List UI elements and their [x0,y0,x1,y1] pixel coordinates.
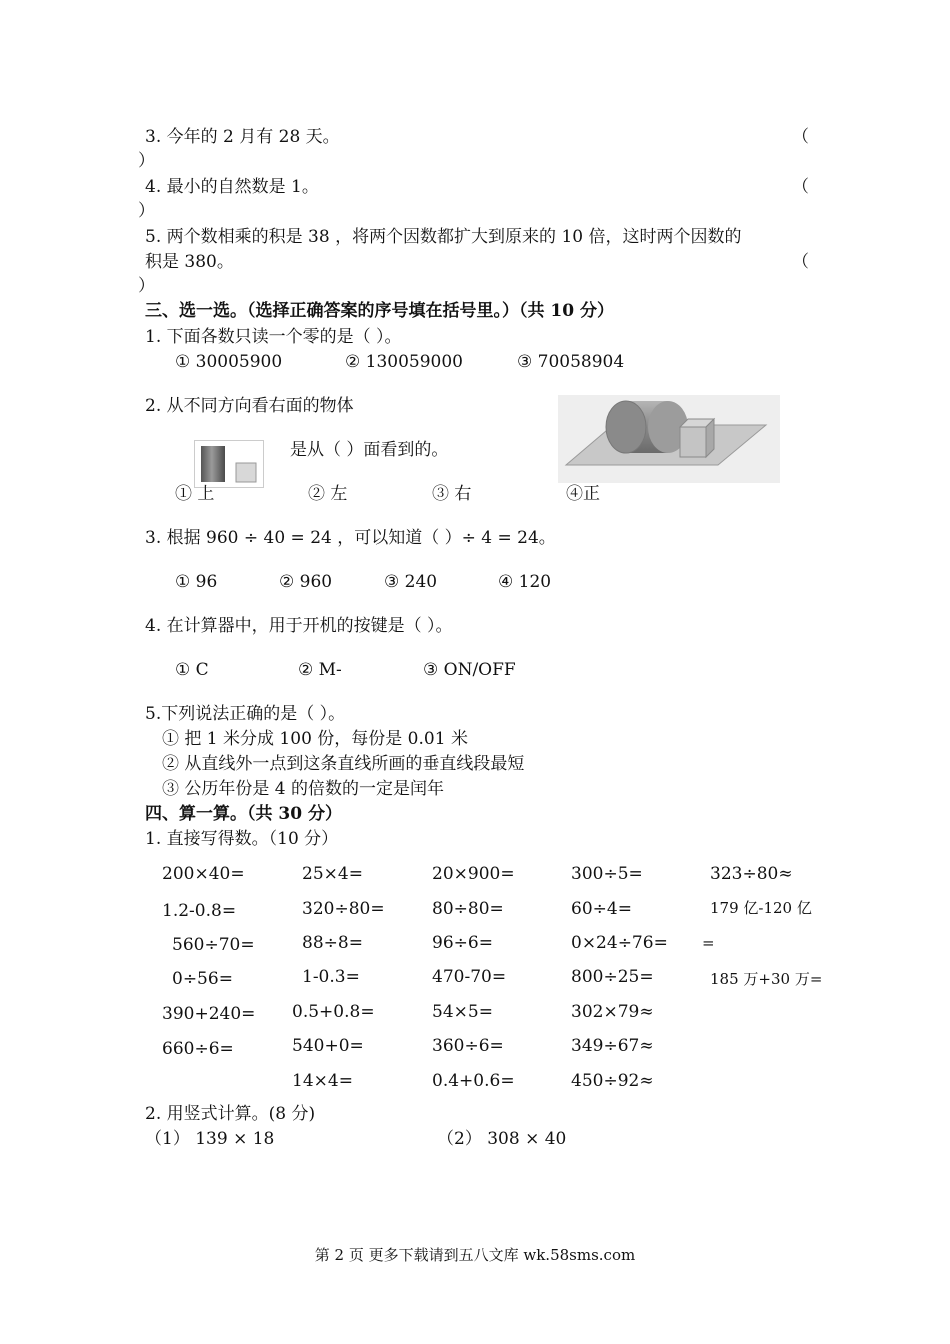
s3-q2: 2. 从不同方向看右面的物体 [145,396,354,416]
front-view-image [194,440,264,488]
calc-item: 323÷80≈ [710,864,793,884]
s4-sub1: 1. 直接写得数。（10 分） [145,829,339,849]
calc-item: 300÷5= [571,864,643,884]
tf-q4-paren-open: （ [792,177,809,197]
calc-item: 185 万+30 万= [710,970,823,988]
s3-q2-opt-3: ③ 右 [432,484,472,504]
s3-q2-view-text: 是从（ ）面看到的。 [290,440,449,460]
s3-q3-opt-3: ③ 240 [384,572,438,592]
s3-q4-opt-3: ③ ON/OFF [423,660,516,680]
calc-item: 88÷8= [302,933,363,953]
page-footer: 第 2 页 更多下载请到五八文库 wk.58sms.com [314,1246,636,1264]
calc-item: 179 亿-120 亿 [710,899,812,917]
s3-q1-opt-1: ① 30005900 [175,352,283,372]
tf-q3: 3. 今年的 2 月有 28 天。 [145,127,340,147]
s3-q4-opt-1: ① C [175,660,209,680]
tf-q4-paren-close: ） [138,201,155,221]
calc-item: 54×5= [432,1002,493,1022]
s3-q2-opt-1: ① 上 [175,484,215,504]
calc-item: 60÷4= [571,899,632,919]
solids-on-plane-image [558,395,780,483]
calc-item: 540+0= [292,1036,364,1056]
calc-item: 390+240= [162,1004,256,1024]
vertical-calc-2: （2） 308 × 40 [437,1129,567,1149]
s4-sub2: 2. 用竖式计算。(8 分) [145,1104,316,1124]
s3-q1-opt-2: ② 130059000 [345,352,463,372]
tf-q4: 4. 最小的自然数是 1。 [145,177,319,197]
calc-item: 80÷80= [432,899,504,919]
calc-item: 450÷92≈ [571,1071,654,1091]
calc-item: 1-0.3= [302,967,360,987]
calc-item: 200×40= [162,864,245,884]
s3-q4: 4. 在计算器中，用于开机的按键是（ ）。 [145,616,453,636]
s3-q3-opt-1: ① 96 [175,572,218,592]
s3-q5-opt-2: ② 从直线外一点到这条直线所画的垂直线段最短 [162,754,525,774]
calc-item: 25×4= [302,864,363,884]
s3-q2-opt-2: ② 左 [308,484,348,504]
calc-item: 20×900= [432,864,515,884]
s3-q4-opt-2: ② M- [298,660,342,680]
calc-item: 0.4+0.6= [432,1071,515,1091]
calc-item: 470-70= [432,967,507,987]
calc-item: 360÷6= [432,1036,504,1056]
tf-q5-paren-open: （ [792,252,809,272]
s3-q5-opt-1: ① 把 1 米分成 100 份，每份是 0.01 米 [162,729,468,749]
calc-item: = [702,934,715,952]
tf-q5-paren-close: ） [138,276,155,296]
s3-q5: 5.下列说法正确的是（ ）。 [145,704,346,724]
calc-item: 302×79≈ [571,1002,654,1022]
vertical-calc-1: （1） 139 × 18 [145,1129,275,1149]
section-4-heading: 四、算一算。（共 30 分） [145,804,342,824]
s3-q2-opt-4: ④正 [566,484,600,504]
s3-q3-opt-2: ② 960 [279,572,333,592]
calc-item: 1.2-0.8= [162,901,237,921]
s3-q1: 1. 下面各数只读一个零的是（ ）。 [145,327,402,347]
calc-item: 349÷67≈ [571,1036,654,1056]
calc-item: 560÷70= [172,935,255,955]
tf-q3-paren-close: ） [138,151,155,171]
tf-q5-line1: 5. 两个数相乘的积是 38 ，将两个因数都扩大到原来的 10 倍，这时两个因数的 [145,227,742,247]
tf-q5-line2: 积是 380。 [145,252,234,272]
s3-q5-opt-3: ③ 公历年份是 4 的倍数的一定是闰年 [162,779,445,799]
s3-q3: 3. 根据 960 ÷ 40 = 24 ，可以知道（ ）÷ 4 = 24。 [145,528,556,548]
calc-item: 0×24÷76= [571,933,668,953]
calc-item: 0.5+0.8= [292,1002,375,1022]
s3-q3-opt-4: ④ 120 [498,572,552,592]
calc-item: 14×4= [292,1071,353,1091]
calc-item: 96÷6= [432,933,493,953]
s3-q1-opt-3: ③ 70058904 [517,352,625,372]
tf-q3-paren-open: （ [792,127,809,147]
calc-item: 0÷56= [172,969,233,989]
calc-item: 660÷6= [162,1039,234,1059]
calc-item: 800÷25= [571,967,654,987]
calc-item: 320÷80= [302,899,385,919]
section-3-heading: 三、选一选。（选择正确答案的序号填在括号里。）（共 10 分） [145,301,614,321]
